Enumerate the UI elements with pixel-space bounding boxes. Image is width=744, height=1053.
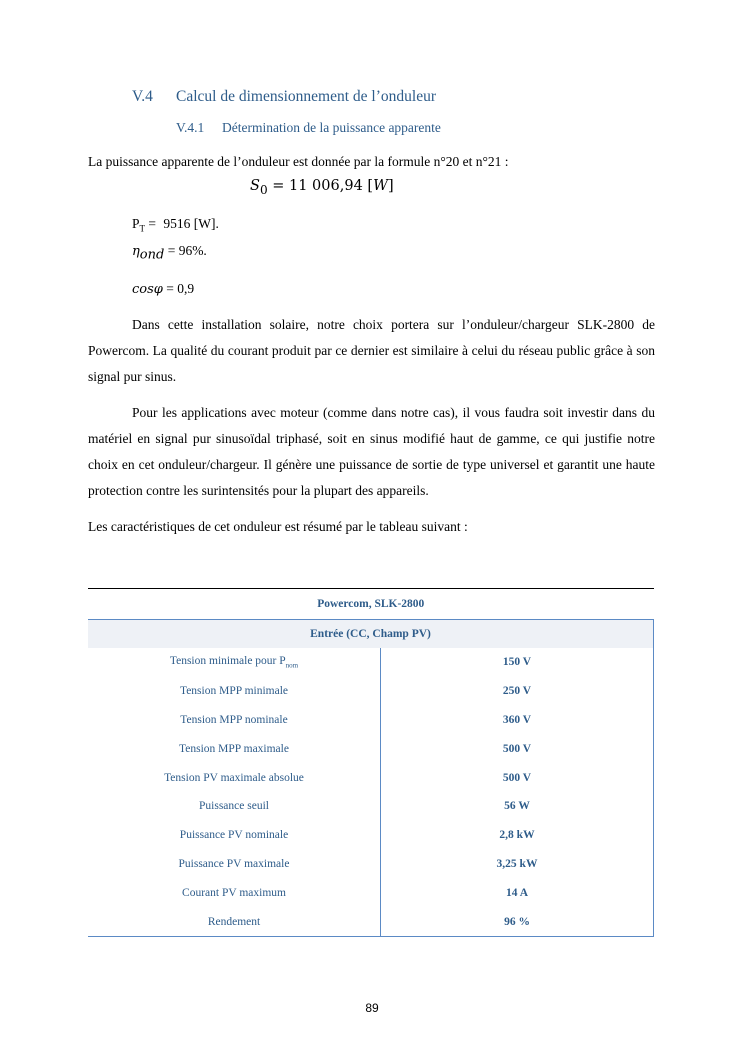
- row-label: Rendement: [88, 907, 381, 936]
- table-row: [88, 648, 654, 677]
- formula: [250, 178, 394, 197]
- param-pt-sub: T: [139, 223, 146, 234]
- row-value: 2,8 kW: [381, 821, 654, 850]
- paragraph-3: Les caractéristiques de cet onduleur est résumé par le tableau suivant :: [88, 519, 468, 534]
- table-title: Powercom, SLK-2800: [88, 589, 654, 620]
- param-eta-value: = 96%.: [164, 243, 207, 258]
- row-label-text: Tension minimale pour P: [169, 655, 286, 668]
- table-row: [88, 706, 654, 735]
- param-pt-value: 9516 [W].: [163, 216, 219, 231]
- intro-text: La puissance apparente de l’onduleur est donnée par la formule n°20 et n°21 :: [88, 154, 509, 169]
- row-label: [88, 648, 381, 677]
- subsection-number: V.4.1: [176, 120, 205, 135]
- table-subtitle: Entrée (CC, Champ PV): [88, 620, 654, 649]
- param-cos: [132, 281, 194, 297]
- subsection-heading: [176, 120, 441, 136]
- param-eta-sub: ond: [139, 247, 165, 263]
- section-heading: [132, 88, 436, 106]
- param-cos-label: cosφ: [132, 282, 163, 297]
- param-pt-label: P: [132, 216, 140, 231]
- row-label: Puissance PV nominale: [88, 821, 381, 850]
- table-title-row: [88, 589, 654, 620]
- table-row: [88, 734, 654, 763]
- row-label: Tension MPP maximale: [88, 734, 381, 763]
- formula-close: ]: [387, 178, 394, 194]
- formula-unit: W: [373, 178, 388, 194]
- paragraph-1: Dans cette installation solaire, notre choix portera sur l’onduleur/chargeur SLK-2800 de Powercom. La qualité du courant produit par ce dernier est similaire à celui du réseau public grâce à son signal pur sinus.: [88, 317, 655, 384]
- row-value: 56 W: [381, 792, 654, 821]
- row-label: Tension MPP nominale: [88, 706, 381, 735]
- row-label: Tension MPP minimale: [88, 677, 381, 706]
- row-label: Puissance seuil: [88, 792, 381, 821]
- formula-lhs: S: [250, 178, 260, 194]
- row-label: Tension PV maximale absolue: [88, 763, 381, 792]
- table-row: [88, 878, 654, 907]
- table-row: [88, 850, 654, 879]
- row-value: 150 V: [381, 648, 654, 677]
- param-eta-label: η: [132, 244, 140, 259]
- formula-sub: 0: [259, 182, 268, 197]
- page-number: 89: [365, 1001, 379, 1015]
- row-value: 250 V: [381, 677, 654, 706]
- row-label-sub: nom: [285, 661, 299, 670]
- param-pt: [132, 216, 219, 234]
- param-cos-value: = 0,9: [162, 281, 195, 296]
- table-row: [88, 677, 654, 706]
- table-row: [88, 763, 654, 792]
- table-row: [88, 821, 654, 850]
- table-row: [88, 907, 654, 936]
- param-pt-eq: =: [145, 216, 160, 231]
- row-value: 500 V: [381, 763, 654, 792]
- row-label: Courant PV maximum: [88, 878, 381, 907]
- table-subtitle-row: [88, 620, 654, 649]
- subsection-title: Détermination de la puissance apparente: [222, 120, 441, 135]
- spec-table: [88, 588, 654, 937]
- formula-value: = 11 006,94 [: [267, 178, 374, 194]
- section-title: Calcul de dimensionnement de l’onduleur: [176, 88, 436, 105]
- row-label: Puissance PV maximale: [88, 850, 381, 879]
- row-value: 500 V: [381, 734, 654, 763]
- row-value: 96 %: [381, 907, 654, 936]
- table-row: [88, 792, 654, 821]
- row-value: 360 V: [381, 706, 654, 735]
- section-number: V.4: [132, 88, 153, 105]
- row-value: 3,25 kW: [381, 850, 654, 879]
- row-value: 14 A: [381, 878, 654, 907]
- paragraph-2: Pour les applications avec moteur (comme dans notre cas), il vous faudra soit investir dans du matériel en signal pur sinusoïdal triphasé, soit en sinus modifié haut de gamme, ce qui justifie notre choix en cet onduleur/chargeur. Il génère une puissance de sortie de type universel et garantit une haute protection contre les surintensités pour la plupart des appareils.: [88, 405, 655, 498]
- param-eta: [132, 243, 207, 263]
